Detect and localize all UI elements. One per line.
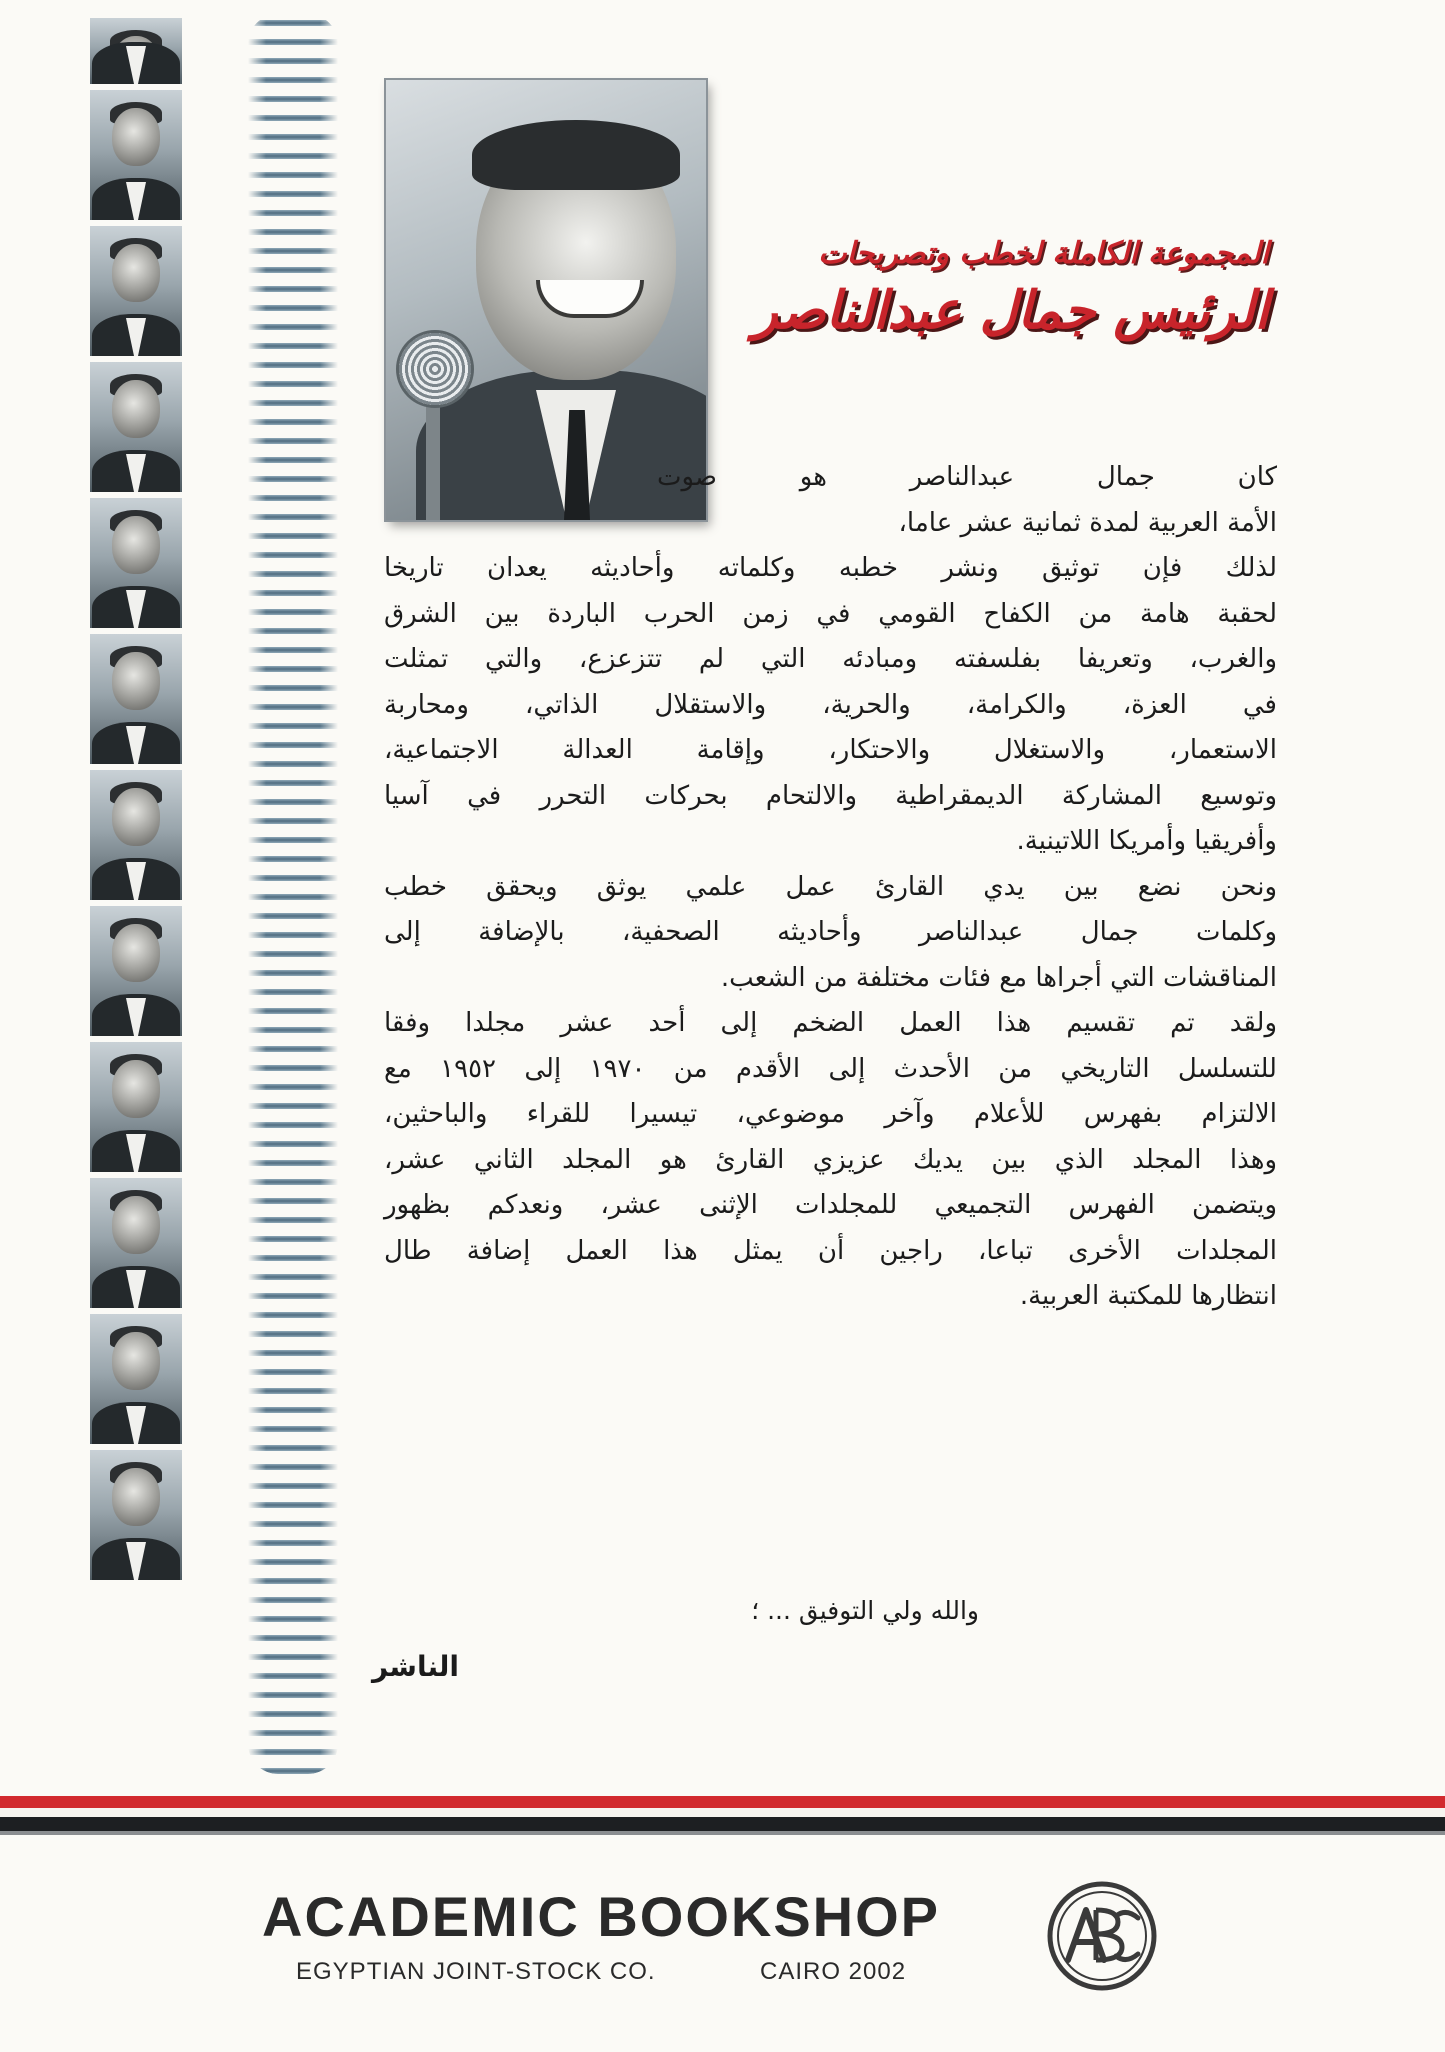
text-line: المناقشات التي أجراها مع فئات مختلفة من الشعب. — [720, 962, 1277, 993]
series-title: المجموعة الكاملة لخطب وتصريحات — [818, 236, 1269, 271]
portrait-photo — [90, 1042, 182, 1172]
portrait-photo — [90, 498, 182, 628]
text-line: وهذا المجلد الذي بين يديك عزيزي القارئ هو المجلد الثاني عشر، — [384, 1144, 1277, 1175]
portrait-photo — [90, 18, 182, 84]
portrait-photo — [90, 770, 182, 900]
text-line: والغرب، وتعريفا بفلسفته ومبادئه التي لم تتزعزع، والتي تمثلت — [384, 644, 1277, 674]
portrait-photo — [90, 1178, 182, 1308]
portrait-photo — [90, 1314, 182, 1444]
black-stripe — [0, 1817, 1445, 1831]
text-line: كان جمال عبدالناصر هو صوت — [657, 462, 1277, 492]
text-line: الاستعمار، والاستغلال والاحتكار، وإقامة العدالة الاجتماعية، — [384, 735, 1277, 765]
microphone-icon — [396, 330, 474, 408]
text-line: لذلك فإن توثيق ونشر خطبه وكلماته وأحاديثه يعدان تاريخا — [384, 553, 1277, 583]
portrait-photo — [90, 1450, 182, 1580]
text-line: الأمة العربية لمدة ثمانية عشر عاما، — [898, 507, 1277, 538]
portrait-photo — [90, 362, 182, 492]
publisher-city-year: CAIRO 2002 — [760, 1958, 907, 1985]
publisher-logo-icon — [1046, 1880, 1158, 1992]
portrait-photo — [90, 226, 182, 356]
portrait-photo — [90, 906, 182, 1036]
text-line: ولقد تم تقسيم هذا العمل الضخم إلى أحد عشر مجلدا وفقا — [384, 1008, 1277, 1038]
president-title: الرئيس جمال عبدالناصر — [752, 281, 1269, 341]
text-line: ونحن نضع بين يدي القارئ عمل علمي يوثق ويحقق خطب — [384, 871, 1277, 902]
text-line: الالتزام بفهرس للأعلام وآخر موضوعي، تيسيرا للقراء والباحثين، — [384, 1099, 1277, 1129]
text-line: لحقبة هامة من الكفاح القومي في زمن الحرب الباردة بين الشرق — [384, 598, 1277, 629]
text-line: ويتضمن الفهرس التجميعي للمجلدات الإثنى عشر، ونعدكم بظهور — [384, 1190, 1277, 1220]
closing-line: والله ولي التوفيق ... ؛ — [751, 1596, 979, 1625]
text-line: وكلمات جمال عبدالناصر وأحاديثه الصحفية، بالإضافة إلى — [384, 917, 1277, 947]
text-line: في العزة، والكرامة، والحرية، والاستقلال الذاتي، ومحاربة — [384, 689, 1277, 720]
text-line: المجلدات الأخرى تباعا، راجين أن يمثل هذا العمل إضافة طال — [384, 1235, 1277, 1266]
portrait-photo — [90, 90, 182, 220]
main-portrait-photo — [386, 80, 706, 520]
intro-text — [384, 455, 1277, 1320]
spiral-binding-icon — [248, 14, 338, 1774]
text-line: انتظارها للمكتبة العربية. — [1019, 1281, 1277, 1311]
red-stripe — [0, 1796, 1445, 1808]
white-stripe — [0, 1808, 1445, 1817]
title-block — [749, 236, 1269, 341]
text-line: للتسلسل التاريخي من الأحدث إلى الأقدم من ١٩٧٠ إلى ١٩٥٢ مع — [384, 1053, 1277, 1084]
text-line: وتوسيع المشاركة الديمقراطية والالتحام بحركات التحرر في آسيا — [384, 780, 1277, 811]
grey-stripe — [0, 1831, 1445, 1835]
publisher-company: EGYPTIAN JOINT-STOCK CO. — [296, 1958, 656, 1985]
portrait-strip — [90, 18, 182, 1580]
publisher-name: ACADEMIC BOOKSHOP — [262, 1885, 941, 1948]
portrait-photo — [90, 634, 182, 764]
publisher-signature: الناشر — [372, 1650, 460, 1683]
text-line: وأفريقيا وأمريكا اللاتينية. — [1016, 826, 1277, 856]
